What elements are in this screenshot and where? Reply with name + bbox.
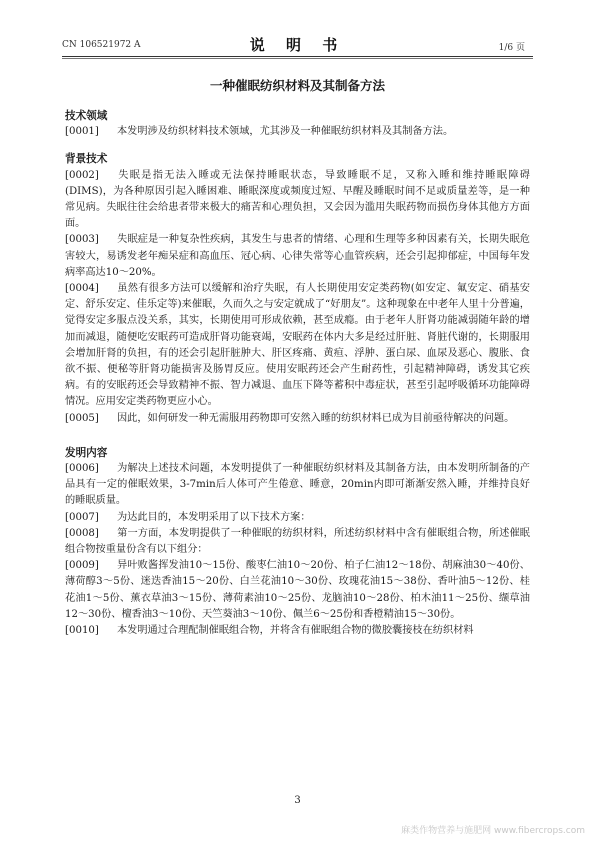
paragraph-0004 [65, 281, 530, 411]
document-type-heading: 说 明 书 [249, 36, 346, 54]
paragraph-text: 本发明涉及纺织材料技术领域，尤其涉及一种催眠纺织材料及其制备方法。 [117, 126, 454, 138]
paragraph-number: [0005] [65, 412, 99, 424]
paragraph-number: [0009] [65, 560, 99, 572]
paragraph-number: [0008] [65, 527, 99, 539]
header-divider [62, 56, 533, 57]
paragraph-0001 [65, 124, 530, 140]
paragraph-number: [0004] [65, 283, 99, 295]
document-body [65, 108, 530, 639]
paragraph-text: 虽然有很多方法可以缓解和治疗失眠，有人长期使用安定类药物(如安定、氟安定、硝基安定、舒乐安定、佳乐定等)来催眠，久而久之与安定就成了“好朋友”。这种现象在中老年人里十分普遍，觉得安定多服点没关系，其实，长期使用可形成依赖，甚至成瘾。由于老年人肝肾功能减弱随年龄的增加而减退，随便吃安眠药可造成肝肾功能衰竭，安眠药在体内大多是经过肝脏、肾脏代谢的，长期服用会增加肝肾的负担，有的还会引起肝脏肿大、肝区疼痛、黄疸、浮肿、蛋白尿、血尿及恶心、腹胀、食欲不振、便秘等肝肾功能损害及肠胃反应。使用安眠药还会产生耐药性，引起精神障碍，诱发其它疾病。有的安眠药还会导致精神不振、智力减退、血压下降等蓄积中毒症状，甚至引起呼吸循环功能障碍情况。应用安定类药物更应小心。 [65, 283, 530, 408]
paragraph-0007 [65, 510, 530, 526]
page-number: 3 [294, 795, 301, 806]
paragraph-number: [0006] [65, 463, 99, 475]
paragraph-0005 [65, 411, 530, 427]
paragraph-0003 [65, 232, 530, 281]
document-title: 一种催眠纺织材料及其制备方法 [209, 78, 385, 93]
paragraph-number: [0003] [65, 234, 99, 246]
paragraph-0006 [65, 461, 530, 510]
section-heading-background: 背景技术 [65, 153, 108, 166]
paragraph-number: [0001] [65, 126, 99, 138]
paragraph-number: [0010] [65, 625, 99, 637]
paragraph-0009 [65, 558, 530, 623]
paragraph-text: 失眠症是一种复杂性疾病，其发生与患者的情绪、心理和生理等多种因素有关，长期失眠危害较大，易诱发老年痴呆症和高血压、冠心病、心律失常等心血管疾病，还会引起抑郁症，中国每年发病率高达10～20%。 [65, 234, 530, 278]
paragraph-0008 [65, 526, 530, 558]
paragraph-text: 第一方面，本发明提供了一种催眠的纺织材料，所述纺织材料中含有催眠组合物，所述催眠组合物按重量份含有以下组分： [65, 527, 530, 556]
paragraph-text: 为解决上述技术问题，本发明提供了一种催眠纺织材料及其制备方法，由本发明所制备的产品具有一定的催眠效果，3-7min后人体可产生倦意、睡意，20min内即可渐渐安然入睡，并维持良好的睡眠质量。 [65, 463, 530, 507]
publication-number: CN 106521972 A [62, 40, 141, 50]
paragraph-0002 [65, 168, 530, 233]
paragraph-text: 失眠是指无法入睡或无法保持睡眠状态，导致睡眠不足，又称入睡和维持睡眠障碍(DIMS)，为各种原因引起入睡困难、睡眠深度或频度过短、早醒及睡眠时间不足或质量差等，是一种常见病。失眠往往会给患者带来极大的痛苦和心理负担，又会因为滥用失眠药物而损伤身体其他方方面面。 [65, 169, 530, 230]
paragraph-text: 本发明通过合理配制催眠组合物，并将含有催眠组合物的微胶囊接枝在纺织材料 [117, 625, 474, 637]
section-heading-tech-field: 技术领域 [65, 110, 108, 122]
paragraph-text: 因此，如何研发一种无需服用药物即可安然入睡的纺织材料已成为目前亟待解决的问题。 [117, 412, 515, 424]
site-watermark: 麻类作物营养与施肥网 www.fibercrops.com [401, 826, 585, 836]
paragraph-text: 为达此目的，本发明采用了以下技术方案： [117, 511, 311, 523]
paragraph-number: [0007] [65, 511, 99, 523]
section-heading-invention: 发明内容 [65, 446, 108, 459]
paragraph-0010 [65, 623, 530, 639]
page-indicator: 1/6 页 [498, 43, 525, 53]
paragraph-number: [0002] [65, 169, 99, 181]
paragraph-text: 异叶败酱挥发油10～15份、酸枣仁油10～20份、柏子仁油12～18份、胡麻油30～40份、薄荷醇3～5份、迷迭香油15～20份、白兰花油10～30份、玫瑰花油15～38份、香叶油5～12份、桂花油1～5份、薰衣草油3～15份、薄荷素油10～25份、龙脑油10～28份、柏木油11～25份、缬草油12～30份、檀香油3～10份、天竺葵油3～10份、佩兰6～25份和香橙精油15～30份。 [65, 560, 530, 620]
header-divider-thin [62, 58, 533, 59]
